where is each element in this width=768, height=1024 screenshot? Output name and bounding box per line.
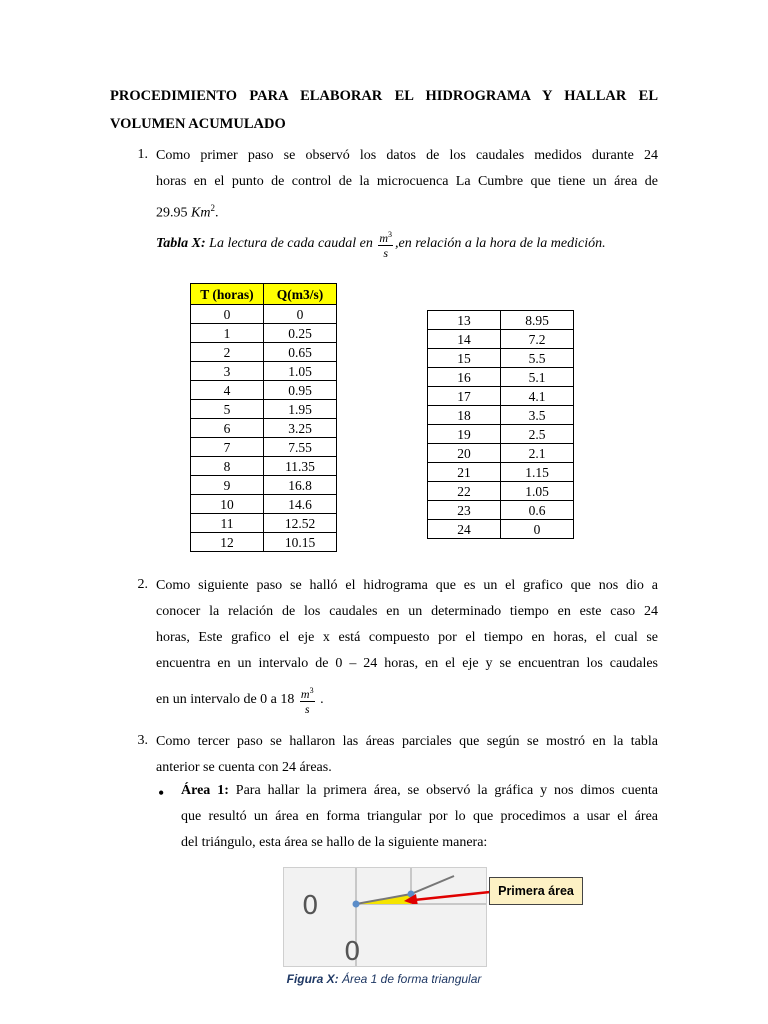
step-3-line-1: Como tercer paso se hallaron las áreas parciales que según se mostró en la tabla bbox=[156, 734, 658, 749]
time-cell: 4 bbox=[191, 381, 264, 400]
table-row bbox=[428, 330, 574, 349]
area-1-line-2: que resultó un área en forma triangular por lo que procedimos a usar el área bbox=[181, 809, 658, 824]
step-3-line-2: anterior se cuenta con 24 áreas. bbox=[156, 760, 332, 775]
title-line-1: PROCEDIMIENTO PARA ELABORAR EL HIDROGRAMA Y HALLAR EL bbox=[110, 88, 658, 104]
flow-cell: 0 bbox=[501, 520, 574, 539]
table-row bbox=[428, 482, 574, 501]
area-1-paragraph bbox=[181, 778, 658, 856]
time-cell: 1 bbox=[191, 324, 264, 343]
time-cell: 0 bbox=[191, 305, 264, 324]
table-row bbox=[191, 438, 337, 457]
step-2-paragraph bbox=[156, 573, 658, 677]
flow-cell: 12.52 bbox=[264, 514, 337, 533]
flow-cell: 0.95 bbox=[264, 381, 337, 400]
table-row bbox=[428, 501, 574, 520]
flow-cell: 5.5 bbox=[501, 349, 574, 368]
y-tick-label: 0 bbox=[302, 891, 319, 921]
unit-fraction bbox=[378, 228, 393, 260]
area-exponent: 2 bbox=[210, 203, 215, 213]
table-caption-tail: ,en relación a la hora de la medición. bbox=[395, 236, 606, 252]
step-3-number: 3. bbox=[137, 733, 148, 748]
time-cell: 6 bbox=[191, 419, 264, 438]
time-cell: 7 bbox=[191, 438, 264, 457]
table-row bbox=[191, 343, 337, 362]
table-row bbox=[191, 457, 337, 476]
step-2-line-4: encuentra en un intervalo de 0 – 24 horas, en el eje y se encuentran los caudales bbox=[156, 656, 658, 671]
flow-cell: 10.15 bbox=[264, 533, 337, 552]
flow-cell: 0.25 bbox=[264, 324, 337, 343]
time-cell: 19 bbox=[428, 425, 501, 444]
area-1-text: Para hallar la primera área, se observó la gráfica y nos dimos cuenta bbox=[235, 783, 659, 798]
figure-caption-label: Figura X: bbox=[286, 972, 339, 986]
flow-cell: 2.5 bbox=[501, 425, 574, 444]
area-value: 29.95 bbox=[156, 205, 188, 221]
time-cell: 11 bbox=[191, 514, 264, 533]
table-row bbox=[191, 324, 337, 343]
step-2-interval-text: en un intervalo de 0 a 18 bbox=[156, 692, 295, 708]
flow-table-right bbox=[427, 310, 574, 539]
time-cell: 8 bbox=[191, 457, 264, 476]
step-2-line-5 bbox=[156, 684, 324, 716]
fraction-exponent: 3 bbox=[309, 686, 314, 695]
data-point bbox=[353, 901, 360, 908]
time-cell: 21 bbox=[428, 463, 501, 482]
time-cell: 23 bbox=[428, 501, 501, 520]
step-1-line-1: Como primer paso se observó los datos de los caudales medidos durante 24 bbox=[156, 148, 658, 163]
time-cell: 14 bbox=[428, 330, 501, 349]
flow-cell: 1.05 bbox=[501, 482, 574, 501]
table-row bbox=[428, 444, 574, 463]
time-cell: 22 bbox=[428, 482, 501, 501]
table-row bbox=[428, 349, 574, 368]
time-cell: 10 bbox=[191, 495, 264, 514]
table-row bbox=[191, 419, 337, 438]
area-1-label: Área 1: bbox=[181, 783, 229, 798]
table-row bbox=[191, 495, 337, 514]
figure-caption bbox=[0, 972, 768, 986]
time-cell: 24 bbox=[428, 520, 501, 539]
table-row bbox=[191, 400, 337, 419]
title-line-2: VOLUMEN ACUMULADO bbox=[110, 116, 286, 132]
table-row bbox=[428, 387, 574, 406]
table-caption-text: La lectura de cada caudal en bbox=[209, 236, 373, 252]
step-2-unit-fraction bbox=[300, 684, 315, 716]
step-2-line-1: Como siguiente paso se halló el hidrograma que es un el grafico que nos dio a bbox=[156, 578, 658, 593]
table-row bbox=[428, 463, 574, 482]
header-flow: Q(m3/s) bbox=[264, 284, 337, 305]
step-2-line-3: horas, Este grafico el eje x está compuesto por el tiempo en horas, el cual se bbox=[156, 630, 658, 645]
time-cell: 16 bbox=[428, 368, 501, 387]
flow-cell: 1.95 bbox=[264, 400, 337, 419]
step-1-line-2: horas en el punto de control de la microcuenca La Cumbre que tiene un área de bbox=[156, 174, 658, 189]
area-1-line-3: del triángulo, esta área se hallo de la siguiente manera: bbox=[181, 835, 488, 850]
table-row bbox=[428, 425, 574, 444]
table-header-row bbox=[191, 284, 337, 305]
table-row bbox=[191, 476, 337, 495]
step-2-line-2: conocer la relación de los caudales en un determinado tiempo en este caso 24 bbox=[156, 604, 658, 619]
table-row bbox=[191, 362, 337, 381]
step-2-period: . bbox=[320, 692, 324, 708]
time-cell: 13 bbox=[428, 311, 501, 330]
bullet-icon: • bbox=[158, 783, 165, 803]
flow-cell: 11.35 bbox=[264, 457, 337, 476]
table-row bbox=[191, 533, 337, 552]
time-cell: 17 bbox=[428, 387, 501, 406]
table-row bbox=[191, 514, 337, 533]
step-3-paragraph bbox=[156, 729, 658, 781]
table-row bbox=[428, 311, 574, 330]
fraction-exponent: 3 bbox=[388, 230, 393, 239]
first-area-callout: Primera área bbox=[489, 877, 583, 905]
flow-cell: 0.65 bbox=[264, 343, 337, 362]
step-1-line-3 bbox=[156, 195, 658, 227]
table-row bbox=[428, 406, 574, 425]
fraction-denominator: s bbox=[383, 246, 389, 260]
flow-cell: 3.5 bbox=[501, 406, 574, 425]
time-cell: 18 bbox=[428, 406, 501, 425]
flow-table-left bbox=[190, 283, 337, 552]
flow-cell: 0.6 bbox=[501, 501, 574, 520]
flow-cell: 5.1 bbox=[501, 368, 574, 387]
time-cell: 20 bbox=[428, 444, 501, 463]
flow-cell: 1.15 bbox=[501, 463, 574, 482]
x-tick-label: 0 bbox=[344, 937, 361, 966]
table-row bbox=[191, 305, 337, 324]
flow-cell: 2.1 bbox=[501, 444, 574, 463]
area-unit: Km bbox=[191, 205, 211, 221]
table-caption bbox=[156, 228, 606, 260]
header-time: T (horas) bbox=[191, 284, 264, 305]
flow-cell: 0 bbox=[264, 305, 337, 324]
time-cell: 12 bbox=[191, 533, 264, 552]
step-1-number: 1. bbox=[137, 147, 148, 162]
document-title bbox=[110, 82, 658, 138]
red-arrow-icon bbox=[400, 880, 492, 904]
step-2-number: 2. bbox=[137, 577, 148, 592]
fraction-denominator: s bbox=[304, 702, 310, 716]
time-cell: 15 bbox=[428, 349, 501, 368]
fraction-numerator: m bbox=[300, 687, 310, 701]
flow-cell: 16.8 bbox=[264, 476, 337, 495]
flow-cell: 4.1 bbox=[501, 387, 574, 406]
time-cell: 2 bbox=[191, 343, 264, 362]
time-cell: 9 bbox=[191, 476, 264, 495]
flow-cell: 7.2 bbox=[501, 330, 574, 349]
fraction-numerator: m bbox=[379, 231, 389, 245]
flow-cell: 14.6 bbox=[264, 495, 337, 514]
area-1-line-1 bbox=[181, 778, 658, 804]
area-period: . bbox=[214, 205, 219, 221]
table-caption-label: Tabla X: bbox=[156, 236, 206, 252]
figure-caption-text: Área 1 de forma triangular bbox=[341, 972, 482, 986]
table-row bbox=[428, 520, 574, 539]
flow-cell: 1.05 bbox=[264, 362, 337, 381]
step-1-paragraph bbox=[156, 143, 658, 227]
time-cell: 5 bbox=[191, 400, 264, 419]
flow-cell: 7.55 bbox=[264, 438, 337, 457]
flow-cell: 8.95 bbox=[501, 311, 574, 330]
table-row bbox=[428, 368, 574, 387]
time-cell: 3 bbox=[191, 362, 264, 381]
table-row bbox=[191, 381, 337, 400]
flow-cell: 3.25 bbox=[264, 419, 337, 438]
